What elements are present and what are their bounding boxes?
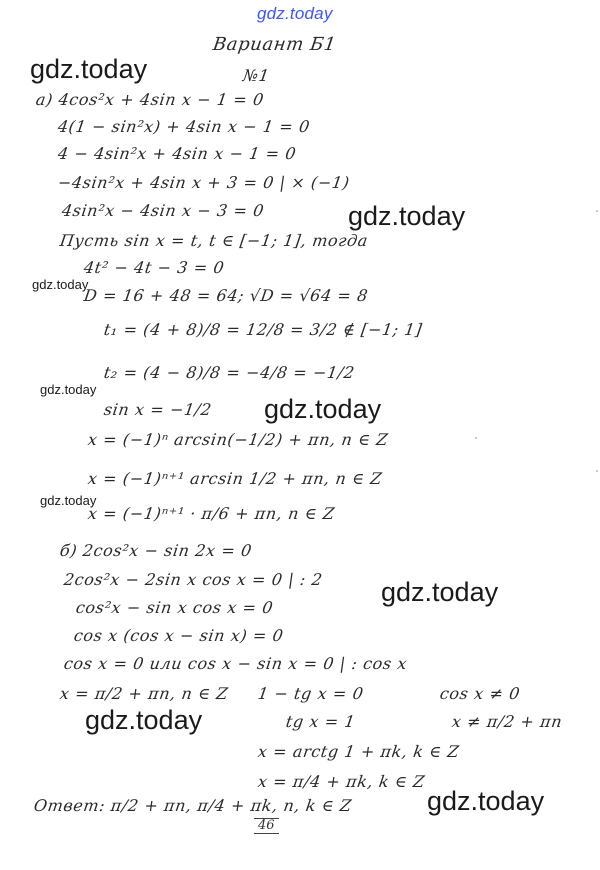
solution-line: t₂ = (4 − 8)/8 = −4/8 = −1/2	[102, 363, 357, 382]
solution-line: 4(1 − sin²x) + 4sin x − 1 = 0	[56, 117, 312, 136]
solution-line: sin x = −1/2	[102, 400, 214, 419]
variant-title: Вариант Б1	[211, 34, 338, 55]
scan-speck	[596, 470, 598, 472]
solution-line: 4 − 4sin²x + 4sin x − 1 = 0	[56, 144, 298, 163]
answer-line: Ответ: π/2 + πn, π/4 + πk, n, k ∈ Z	[32, 796, 354, 815]
solution-line: cos x = 0 или cos x − sin x = 0 | : cos x	[62, 654, 409, 673]
solution-line: 4t² − 4t − 3 = 0	[82, 258, 226, 277]
solution-line: Пусть sin x = t, t ∈ [−1; 1], тогда	[58, 231, 370, 250]
solution-line: 2cos²x − 2sin x cos x = 0 | : 2	[62, 570, 324, 589]
solution-line: D = 16 + 48 = 64; √D = √64 = 8	[82, 286, 370, 305]
solution-line: 4sin²x − 4sin x − 3 = 0	[60, 201, 266, 220]
solution-line: cos x (cos x − sin x) = 0	[72, 626, 285, 645]
watermark: gdz.today	[40, 382, 97, 397]
solution-line: x = (−1)ⁿ⁺¹ · π/6 + πn, n ∈ Z	[86, 504, 337, 523]
solution-line: tg x = 1	[284, 712, 357, 731]
watermark: gdz.today	[32, 277, 89, 292]
solution-line: x = (−1)ⁿ arcsin(−1/2) + πn, n ∈ Z	[86, 430, 390, 449]
scan-speck	[475, 437, 477, 439]
solution-line: t₁ = (4 + 8)/8 = 12/8 = 3/2 ∉ [−1; 1]	[102, 320, 424, 339]
watermark: gdz.today	[348, 201, 466, 231]
watermark: gdz.today	[85, 705, 203, 735]
solution-line: а) 4cos²x + 4sin x − 1 = 0	[34, 90, 266, 109]
solution-line: x = π/2 + πn, n ∈ Z	[58, 684, 230, 703]
solution-line: б) 2cos²x − sin 2x = 0	[58, 541, 254, 560]
solution-line: cos x ≠ 0	[438, 684, 522, 703]
page-number: 46	[254, 818, 279, 834]
solution-line: x = π/4 + πk, k ∈ Z	[256, 772, 427, 791]
watermark: gdz.today	[40, 493, 97, 508]
task-number: №1	[241, 66, 271, 85]
scan-speck	[596, 210, 598, 212]
solution-line: 1 − tg x = 0	[256, 684, 365, 703]
solution-line: x ≠ π/2 + πn	[450, 712, 564, 731]
watermark: gdz.today	[381, 577, 499, 607]
solution-line: x = arctg 1 + πk, k ∈ Z	[256, 742, 461, 761]
solution-line: −4sin²x + 4sin x + 3 = 0 | × (−1)	[56, 173, 351, 192]
solution-line: x = (−1)ⁿ⁺¹ arcsin 1/2 + πn, n ∈ Z	[86, 469, 384, 488]
watermark: gdz.today	[30, 54, 148, 84]
watermark: gdz.today	[264, 394, 382, 424]
solution-line: cos²x − sin x cos x = 0	[74, 598, 275, 617]
watermark-top: gdz.today	[257, 4, 333, 23]
watermark: gdz.today	[427, 786, 545, 816]
